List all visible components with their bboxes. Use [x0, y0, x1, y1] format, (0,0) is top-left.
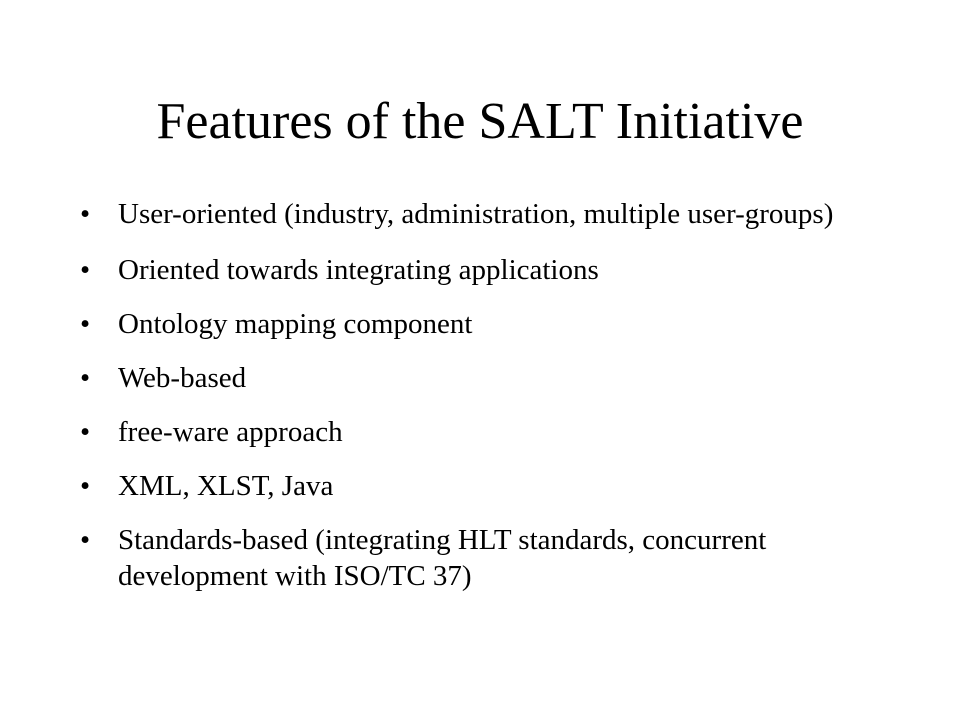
bullet-item-standards-based	[80, 522, 840, 594]
bullet-text: Standards-based (integrating HLT standards, concurrent development with ISO/TC 37)	[118, 524, 767, 592]
bullet-icon: •	[80, 416, 91, 448]
bullet-item-web-based	[80, 360, 840, 396]
bullet-icon: •	[80, 470, 91, 502]
slide-title: Features of the SALT Initiative	[156, 93, 804, 150]
bullet-item-integrating-applications	[80, 252, 840, 288]
bullet-icon: •	[80, 524, 91, 556]
bullet-icon: •	[80, 362, 91, 394]
bullet-text: XML, XLST, Java	[118, 470, 334, 502]
bullet-text: Ontology mapping component	[118, 308, 473, 340]
bullet-text: free-ware approach	[118, 416, 343, 448]
bullet-item-ontology-mapping	[80, 306, 840, 342]
bullet-item-freeware	[80, 414, 840, 450]
bullet-icon: •	[80, 308, 91, 340]
bullet-item-user-oriented	[80, 196, 840, 232]
bullet-item-technologies	[80, 468, 840, 504]
bullet-text: Oriented towards integrating applications	[118, 254, 599, 286]
bullet-text: Web-based	[118, 362, 247, 394]
bullet-icon: •	[80, 254, 91, 286]
bullet-text: User-oriented (industry, administration, multiple user-groups)	[118, 198, 834, 230]
bullet-list	[80, 196, 840, 612]
bullet-icon: •	[80, 198, 91, 230]
